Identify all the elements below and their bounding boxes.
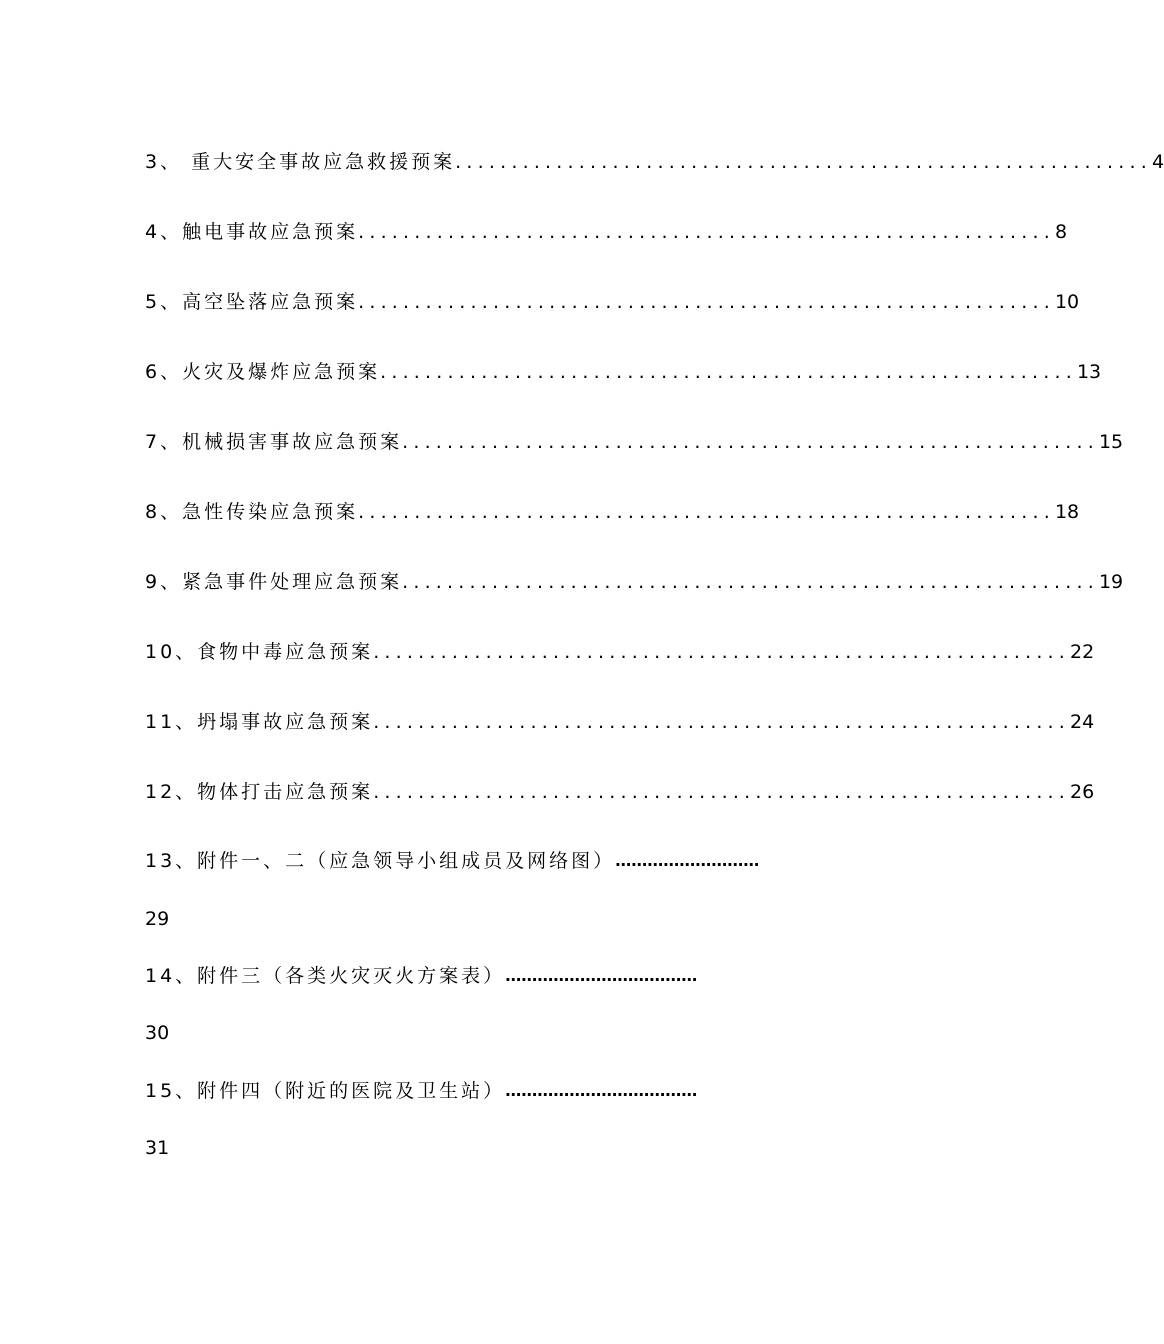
- toc-entry-page: 24: [1070, 711, 1095, 733]
- toc-entry-label: 4、触电事故应急预案: [145, 221, 359, 243]
- toc-entry-label: 8、急性传染应急预案: [145, 501, 359, 523]
- toc-entry-wrapped[interactable]: [145, 961, 807, 991]
- toc-entry[interactable]: [145, 287, 1080, 317]
- toc-entry-label: 13、附件一、二（应急领导小组成员及网络图）: [145, 850, 616, 872]
- toc-leader-dots: ..............................................................: [402, 431, 1099, 453]
- toc-leader-dots: ..............................................................: [373, 641, 1071, 663]
- toc-entry[interactable]: [145, 777, 1095, 807]
- toc-entry-page[interactable]: 29: [145, 908, 170, 930]
- toc-entry-label: 14、附件三（各类火灾灭火方案表）: [145, 965, 506, 987]
- toc-entry-page: 10: [1054, 291, 1080, 313]
- toc-entry[interactable]: [145, 707, 1095, 737]
- toc-leader-dots: ..............................................................: [358, 501, 1055, 523]
- toc-leader-ellipsis: ………………………………: [505, 966, 698, 985]
- toc-leader-dots: ..............................................................: [402, 571, 1099, 593]
- toc-entry[interactable]: [145, 427, 1124, 457]
- toc-entry-page: 22: [1070, 641, 1095, 663]
- toc-entry-page: 4: [1152, 151, 1164, 173]
- toc-entry-label: 5、高空坠落应急预案: [145, 291, 359, 313]
- toc-entry-page[interactable]: 31: [145, 1137, 170, 1159]
- toc-entry-page: 18: [1054, 501, 1080, 523]
- toc-entry-page[interactable]: 30: [145, 1022, 170, 1044]
- toc-entry-label: 10、食物中毒应急预案: [145, 641, 374, 663]
- toc-entry[interactable]: [145, 147, 1164, 177]
- toc-entry-page: 15: [1098, 431, 1124, 453]
- toc-leader-ellipsis: ………………………………: [505, 1081, 698, 1100]
- toc-entry-label: 9、紧急事件处理应急预案: [145, 571, 403, 593]
- toc-entry[interactable]: [145, 567, 1124, 597]
- toc-leader-dots: ..............................................................: [358, 291, 1055, 313]
- toc-entry[interactable]: [145, 637, 1095, 667]
- toc-leader-dots: ..............................................................: [373, 781, 1071, 803]
- toc-entry-label: 15、附件四（附近的医院及卫生站）: [145, 1080, 506, 1102]
- toc-entry-page: 26: [1070, 781, 1095, 803]
- toc-entry[interactable]: [145, 497, 1080, 527]
- toc-entry[interactable]: [145, 357, 1102, 387]
- toc-entry-wrapped[interactable]: [145, 1076, 807, 1106]
- toc-entry-label: 12、物体打击应急预案: [145, 781, 374, 803]
- toc-leader-dots: ..............................................................: [380, 361, 1077, 383]
- toc-leader-dots: ..............................................................: [455, 151, 1152, 173]
- toc-entry-label: 6、火灾及爆炸应急预案: [145, 361, 381, 383]
- toc-entry-page: 13: [1076, 361, 1102, 383]
- toc-entry-label: 3、 重大安全事故应急救援预案: [145, 151, 456, 173]
- toc-entry-label: 7、机械损害事故应急预案: [145, 431, 403, 453]
- toc-leader-ellipsis: ………………………: [615, 851, 760, 870]
- toc-entry[interactable]: [145, 217, 1068, 247]
- toc-leader-dots: ..............................................................: [358, 221, 1055, 243]
- toc-leader-dots: ..............................................................: [373, 711, 1071, 733]
- toc-entry-page: 19: [1098, 571, 1124, 593]
- toc-entry-page: 8: [1054, 221, 1068, 243]
- toc-entry-label: 11、坍塌事故应急预案: [145, 711, 374, 733]
- toc-entry-wrapped[interactable]: [145, 846, 807, 876]
